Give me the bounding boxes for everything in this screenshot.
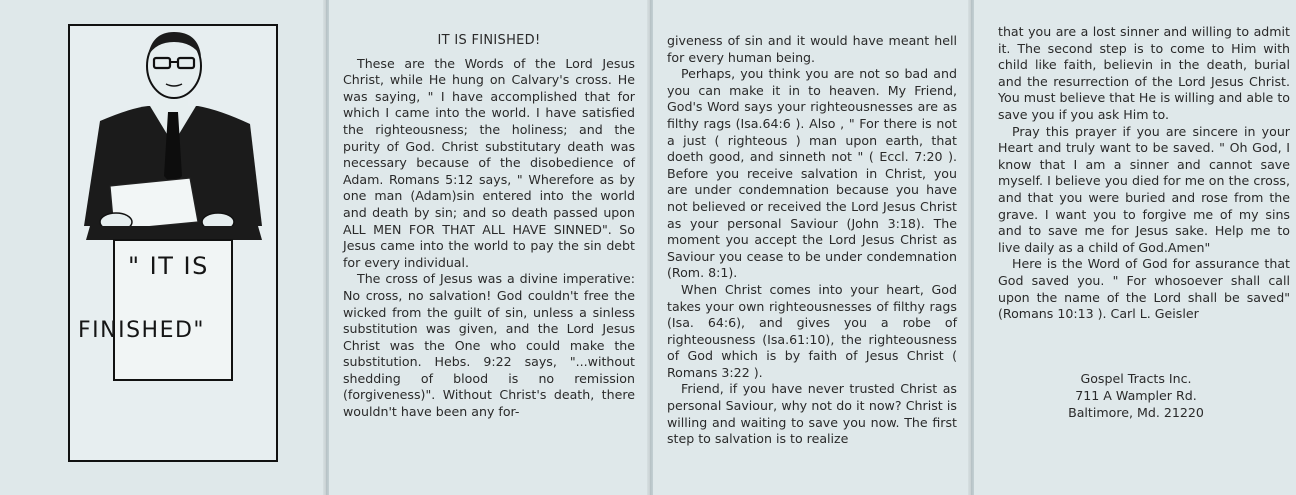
- address-line: Gospel Tracts Inc.: [1080, 371, 1192, 386]
- address-line: 711 A Wampler Rd.: [1075, 388, 1197, 403]
- paragraph: The cross of Jesus was a divine imperative: No cross, no salvation! God couldn't free the wicked from the guilt of sin, unless a sinless substitution was given, and the Lord Jesus Christ was the One who could make the substitution. Hebs. 9:22 says, "...without shedding of blood is no remission (forgiveness)". Without Christ's death, there wouldn't have been any for-: [343, 271, 635, 420]
- paragraph: Here is the Word of God for assurance that God saved you. " For whosoever shall call upon the name of the Lord shall be saved" (Romans 10:13 ). Carl L. Geisler: [998, 256, 1290, 322]
- paragraph: Friend, if you have never trusted Christ as personal Saviour, why not do it now? Christ is willing and waiting to save you now. The first step to salvation is to realize: [667, 381, 957, 447]
- panel3-text: [667, 33, 957, 448]
- paragraph: Perhaps, you think you are not so bad and you can make it in to heaven. My Friend, God's Word says your righteousnesses are as filthy rags (Isa.64:6 ). Also , " For there is not a just ( righteous ) man upon earth, that doeth good, and sinneth not " ( Eccl. 7:20 ). Before you receive salvation in Christ, you are under condemnation because you have not believed or received the Lord Jesus Christ as your personal Saviour (John 3:18). The moment you accept the Lord Jesus Christ as Saviour you cease to be under condemnation (Rom. 8:1).: [667, 66, 957, 281]
- page-title: IT IS FINISHED!: [437, 33, 541, 48]
- cover-panel: [0, 0, 326, 495]
- cover-heading-line1: " IT IS: [128, 252, 209, 280]
- paragraph: Pray this prayer if you are sincere in your Heart and truly want to be saved. " Oh God, I know that I am a sinner and cannot save myself. I believe you died for me on the cross, and that you were buried and rose from the grave. I want you to forgive me of my sins and to save me for Jesus sake. Help me to live daily as a child of God.Amen": [998, 123, 1290, 255]
- preacher-illustration: [70, 26, 276, 460]
- page-panel-2: [329, 0, 650, 495]
- paragraph: that you are a lost sinner and willing to admit it. The second step is to come to Him with child like faith, believin in the death, burial and the resurrection of the Lord Jesus Christ. You must believe that He is willing and able to save you if you ask Him to.: [998, 24, 1290, 122]
- cover-heading-line2: FINISHED": [78, 318, 206, 343]
- cover-frame: [68, 24, 278, 462]
- page-panel-3: [653, 0, 971, 495]
- paragraph: These are the Words of the Lord Jesus Christ, while He hung on Calvary's cross. He was saying, " I have accomplished that for which I came into the world. I have satisfied the righteousness; the holiness; and the purity of God. Christ substitutary death was necessary because of the disobedience of Adam. Romans 5:12 says, " Wherefore as by one man (Adam)sin entered into the world and death by sin; and so death passed upon ALL MEN FOR THAT ALL HAVE SINNED". So Jesus came into the world to pay the sin debt for every individual.: [343, 55, 635, 270]
- address-line: Baltimore, Md. 21220: [1068, 405, 1204, 420]
- publisher-address: [986, 370, 1286, 421]
- panel4-text: [998, 24, 1290, 323]
- paragraph: When Christ comes into your heart, God takes your own righteousnesses of filthy rags (Isa. 64:6), and gives you a robe of righteousness (Isa.61:10), the righteousness of God which is by faith of Jesus Christ ( Romans 3:22 ).: [667, 281, 957, 380]
- panel2-text: [343, 33, 635, 421]
- paragraph: giveness of sin and it would have meant hell for every human being.: [667, 33, 957, 65]
